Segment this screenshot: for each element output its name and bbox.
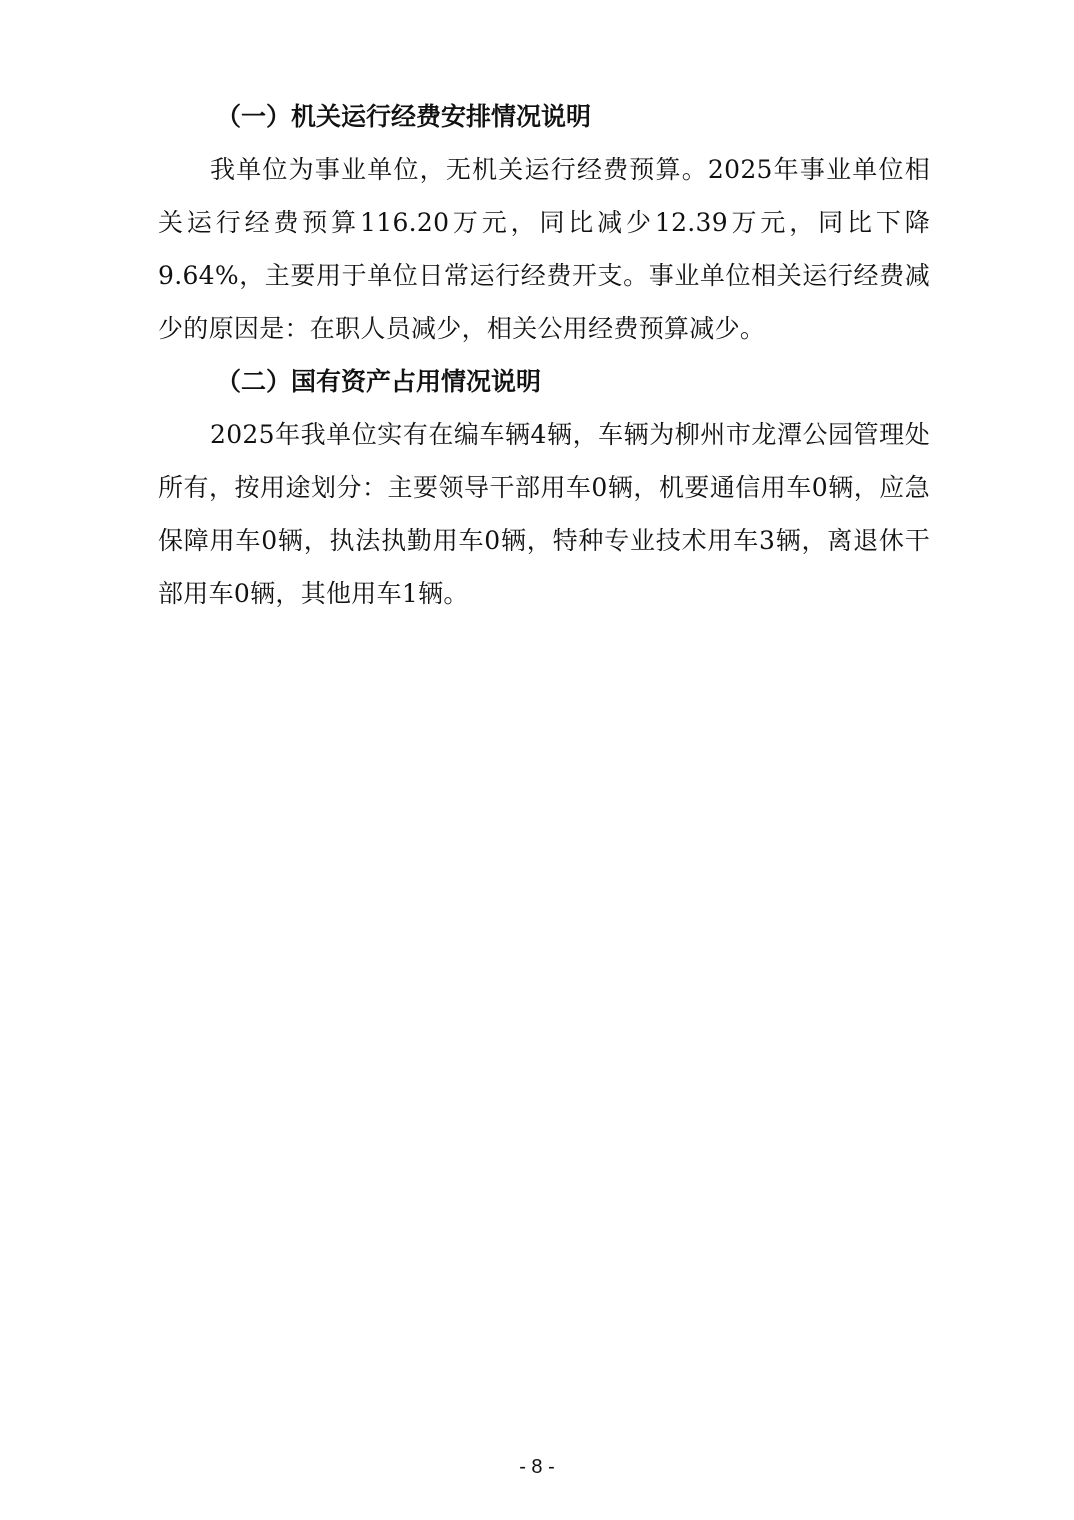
section-heading-operating-expenses: （一）机关运行经费安排情况说明 [216, 102, 592, 131]
section-heading-state-assets: （二）国有资产占用情况说明 [216, 367, 542, 396]
section-paragraph-state-assets: 2025年我单位实有在编车辆4辆，车辆为柳州市龙潭公园管理处所有，按用途划分：主要领导干部用车0辆，机要通信用车0辆，应急保障用车0辆，执法执勤用车0辆，特种专业技术用车3辆，离退休干部用车0辆，其他用车1辆。 [158, 420, 930, 608]
document-body [158, 90, 930, 620]
section-paragraph-operating-expenses: 我单位为事业单位，无机关运行经费预算。2025年事业单位相关运行经费预算116.20万元，同比减少12.39万元，同比下降9.64%，主要用于单位日常运行经费开支。事业单位相关运行经费减少的原因是：在职人员减少，相关公用经费预算减少。 [158, 155, 930, 343]
page-number: - 8 - [519, 1456, 555, 1478]
